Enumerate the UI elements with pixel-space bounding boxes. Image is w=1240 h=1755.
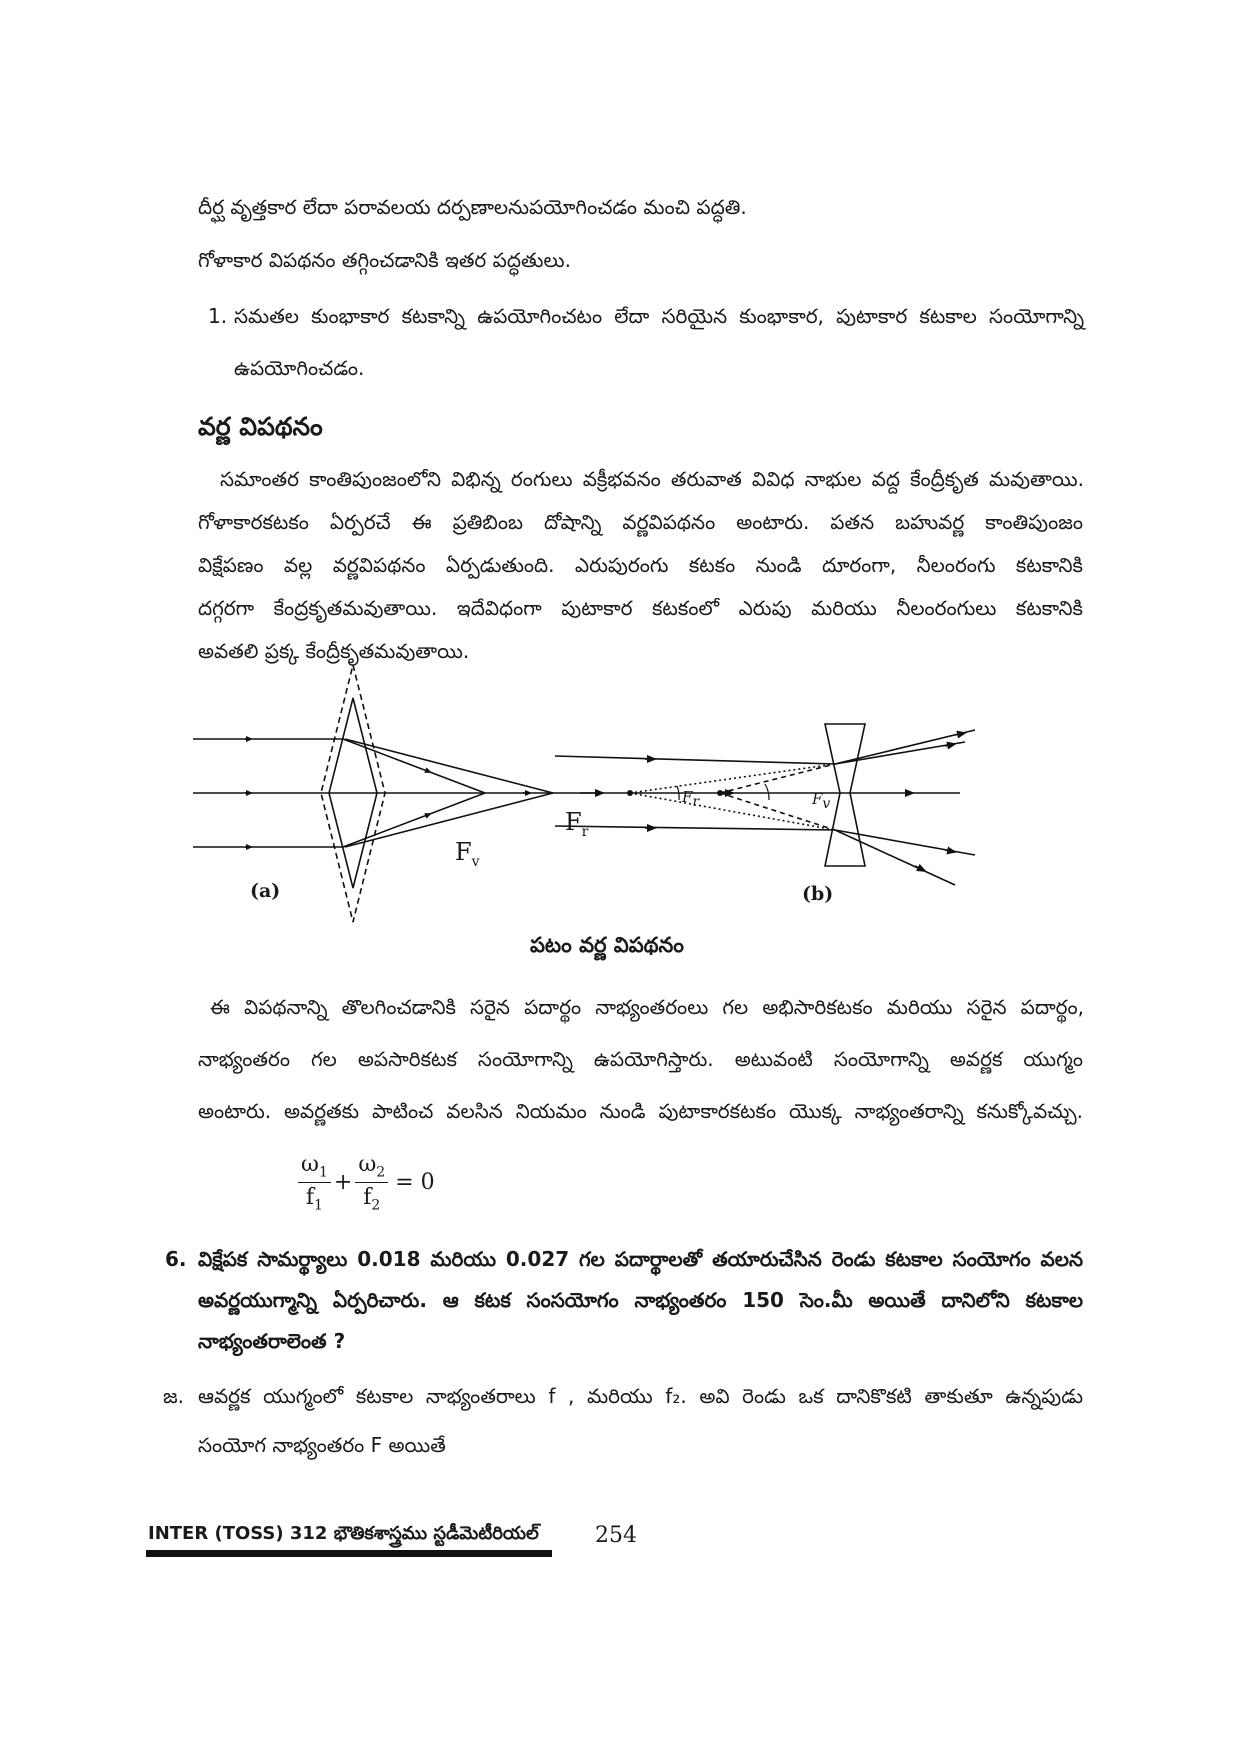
label-b: (b) (802, 883, 834, 905)
ray-violet-top (343, 739, 485, 793)
label-fv-sub: v (471, 853, 480, 870)
label-f1 (682, 788, 699, 810)
label-f2-sub: v (822, 796, 831, 812)
label-f2 (812, 790, 830, 812)
list-line-1: సమతల కుంభాకార కటకాన్ని ఉపయోగించటం లేదా సరియైన కుంభాకార, పుటాకార కటకాల సంయోగాన్ని (234, 304, 1084, 328)
f-1-sub: 1 (314, 1197, 323, 1214)
ray-red-bottom (345, 793, 553, 847)
f-1: f (305, 1185, 315, 1211)
question-line-2: అవర్ణయుగ్మాన్ని ఏర్పరిచారు. ఆ కటక సంసయోగం నాభ్యంతరం 150 సెం.మీ అయితే దానిలోని కటకాల (198, 1288, 1083, 1312)
concave-lens-b (825, 724, 865, 866)
footer-title: INTER (TOSS) 312 భౌతికశాస్త్రము స్టడీమెటీరియల్ (148, 1523, 539, 1544)
omega-2: ω (358, 1152, 377, 1177)
label-a: (a) (250, 880, 281, 902)
answer-line-2: సంయోగ నాభ్యంతరం F అయితే (198, 1433, 446, 1457)
para-line-5: అవతలి ప్రక్క కేంద్రీకృతమవుతాయి. (198, 639, 470, 663)
f-2: f (363, 1185, 372, 1211)
ray-red-top (345, 739, 553, 793)
intro-line-1: దీర్ఘ వృత్తకార లేదా పరావలయ దర్పణాలనుపయోగించడం మంచి పద్ధతి. (198, 195, 747, 219)
para-line-1: సమాంతర కాంతిపుంజంలోని విభిన్న రంగులు వక్రీభవనం తరువాత వివిధ నాభుల వద్ద కేంద్రీకృత మవుతాయి. (220, 467, 1084, 491)
label-f1-sub: r (692, 794, 700, 810)
answer-line-1: ఆవర్ణక యుగ్మంలో కటకాల నాభ్యంతరాలు f , మరియు f₂. అవి రెండు ఒక దానికొకటి తాకుతూ ఉన్నపుడు (198, 1384, 1083, 1408)
section-heading: వర్ణ విపథనం (198, 412, 323, 441)
list-number: 1. (208, 304, 228, 328)
figure-caption: పటం వర్ణ విపథనం (530, 933, 684, 957)
para-line-2: గోళాకారకటకం ఏర్పరచే ఈ ప్రతిబింబ దోషాన్ని వర్ణవిపథనం అంటారు. పతన బహువర్ణ కాంతిపుంజం (198, 510, 1083, 534)
equals-zero: = 0 (395, 1170, 435, 1196)
fraction-1 (298, 1152, 331, 1214)
para2-line-3: అంటారు. అవర్ణతకు పాటించ వలసిన నియమం నుండి పుటాకారకటకం యొక్క నాభ్యంతరాన్ని కనుక్కోవచ్చు. (198, 1099, 1083, 1123)
label-fr-sub: r (581, 823, 589, 840)
label-fr (565, 808, 588, 840)
fraction-2 (355, 1152, 388, 1214)
page-number: 254 (595, 1523, 637, 1548)
intro-line-2: గోళాకార విపథనం తగ్గించడానికి ఇతర పద్ధతులు. (198, 248, 571, 272)
answer-label: జ. (163, 1384, 184, 1408)
question-line-1: విక్షేపక సామర్థ్యాలు 0.018 మరియు 0.027 గల పదార్థాలతో తయారుచేసిన రెండు కటకాల సంయోగం వలన (198, 1247, 1083, 1271)
footer-rule (146, 1550, 552, 1557)
para-line-4: దగ్గరగా కేంద్రకృతమవుతాయి. ఇదేవిధంగా పుటాకార కటకంలో ఎరుపు మరియు నీలంరంగులు కటకానికి (198, 596, 1083, 620)
omega-2-sub: 2 (376, 1164, 386, 1181)
label-f2-main: F (812, 790, 823, 808)
fraction-2-num (355, 1152, 388, 1183)
fraction-1-den (303, 1183, 326, 1213)
question-number: 6. (165, 1247, 187, 1271)
para2-line-1: ఈ విపథనాన్ని తొలగించడానికి సరైన పదార్థం నాభ్యంతరంలు గల అభిసారికటకం మరియు సరైన పదార్థం, (210, 995, 1084, 1019)
omega-1: ω (301, 1152, 319, 1177)
para2-line-2: నాభ్యంతరం గల అపసారికటక సంయోగాన్ని ఉపయోగిస్తారు. అటువంటి సంయోగాన్ని అవర్ణక యుగ్మం (198, 1047, 1083, 1071)
ray-b-bottom-1 (835, 830, 955, 885)
fraction-1-num (298, 1152, 331, 1183)
chromatic-aberration-figure (185, 660, 1095, 925)
omega-1-sub: 1 (318, 1164, 328, 1181)
list-line-2: ఉపయోగించడం. (234, 356, 365, 380)
ray-b-top-2 (835, 730, 975, 764)
para-line-3: విక్షేపణం వల్ల వర్ణవిపథనం ఏర్పడుతుంది. ఎరుపురంగు కటకం నుండి దూరంగా, నీలంరంగు కటకానికి (198, 553, 1083, 577)
fraction-2-den (360, 1183, 383, 1213)
label-fv (455, 838, 480, 870)
label-fr-main: F (565, 808, 582, 836)
question-line-3: నాభ్యంతరాలెంత ? (198, 1329, 346, 1353)
label-fv-main: F (455, 838, 472, 866)
f-2-sub: 2 (371, 1197, 381, 1214)
plus-sign: + (333, 1170, 353, 1196)
achromatic-formula (295, 1152, 435, 1214)
label-f1-main: F (682, 788, 693, 806)
